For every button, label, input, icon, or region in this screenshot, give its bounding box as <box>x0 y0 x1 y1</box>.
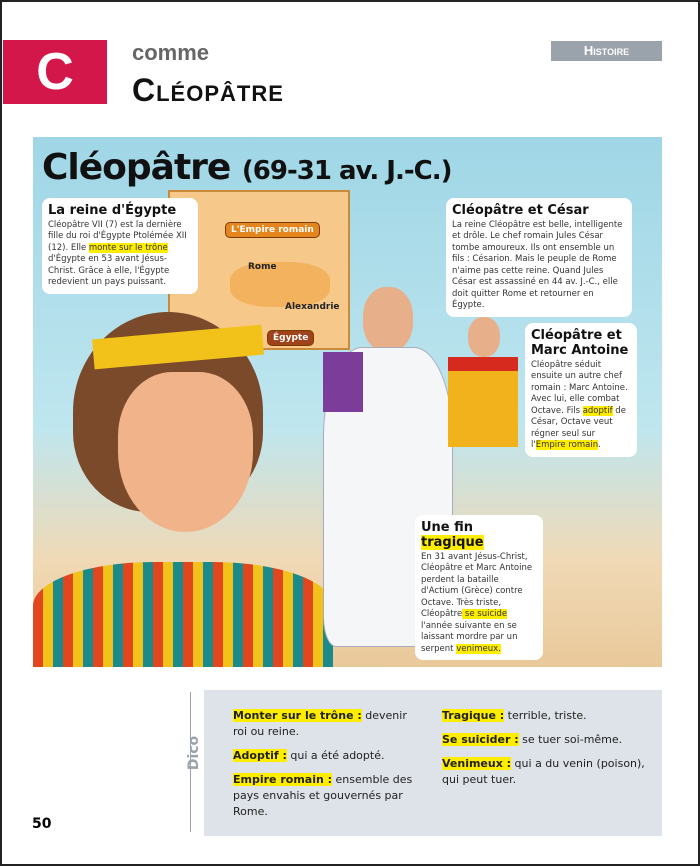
dico-entry <box>233 748 413 764</box>
definition: qui a été adopté. <box>286 748 385 762</box>
box-title: Cléopâtre et Marc Antoine <box>531 328 629 358</box>
term: Adoptif : <box>233 748 287 762</box>
marc-antoine-figure <box>443 317 523 487</box>
box-fin <box>415 515 543 660</box>
highlight: monte sur le trône <box>88 242 168 253</box>
box-title: La reine d'Égypte <box>48 203 177 218</box>
dico-column-right <box>442 708 652 796</box>
dico-box <box>204 690 662 836</box>
title-part: Une fin <box>421 520 474 535</box>
definition: terrible, triste. <box>504 709 587 722</box>
box-text: Cléopâtre VII (7) est la dernière fille du roi d'Égypte Ptolémée XII (12). Elle <box>48 220 187 253</box>
category-badge: Histoire <box>551 41 662 61</box>
dico-column-left <box>233 708 413 828</box>
term: Monter sur le trône : <box>233 709 362 722</box>
box-cesar <box>446 198 632 317</box>
dico-entry <box>442 708 652 724</box>
map-label-egypte: Égypte <box>267 330 314 346</box>
highlight: tragique <box>421 535 484 550</box>
page-number: 50 <box>32 816 52 832</box>
map-label-rome: Rome <box>248 262 277 272</box>
panel-title <box>42 147 451 188</box>
definition: qui a du venin (poison), qui peut tuer. <box>442 756 645 786</box>
definition: ensemble des pays envahis et gouvernés par Rome. <box>233 772 413 818</box>
cleopatra-figure <box>33 312 333 667</box>
box-title: Cléopâtre et César <box>452 203 589 218</box>
letter-badge: C <box>3 40 107 104</box>
box-text: La reine Cléopâtre est belle, intelligente et drôle. Le chef romain Jules César tombe amoureux. Ils ont ensemble un fils : Césarion. Mais le peuple de Rome n'aime pas cette reine. Quand Jules César est assassiné en 44 av. J.-C., elle doit quitter Rome et retourner en Égypte. <box>452 220 623 311</box>
comme-label: comme <box>132 40 210 65</box>
term: Venimeux : <box>442 756 512 770</box>
empire-area <box>230 262 330 307</box>
term: Empire romain : <box>233 772 333 786</box>
box-text: l'année suivante en se laissant mordre par un serpent <box>421 620 518 654</box>
term: Se suicider : <box>442 732 519 746</box>
illustration-panel <box>33 137 662 667</box>
highlight: Empire romain <box>535 440 599 451</box>
highlight: se suicide <box>462 609 508 620</box>
panel-title-dates: (69-31 av. J.-C.) <box>241 156 452 186</box>
box-text: Cléopâtre séduit ensuite un autre chef romain : Marc Antoine. Avec lui, elle combat Octave. Fils <box>531 360 628 416</box>
box-text: En 31 avant Jésus-Christ, Cléopâtre et Marc Antoine perdent la bataille d'Actium (Grèce) contre Octave. Très triste, Cléopâtre <box>421 552 533 620</box>
dico-entry <box>442 756 652 788</box>
dico-label: Dico <box>186 735 203 771</box>
highlight: venimeux. <box>456 643 501 654</box>
box-title <box>421 520 537 550</box>
page-title: Cléopâtre <box>132 72 284 108</box>
highlight: adoptif <box>582 405 613 416</box>
map-label-alexandrie: Alexandrie <box>285 302 340 312</box>
definition: se tuer soi-même. <box>518 732 623 746</box>
box-text: d'Égypte en 53 avant Jésus-Christ. Grâce à elle, l'Égypte redevient un pays puissant. <box>48 254 170 288</box>
box-text: . <box>598 440 601 451</box>
definition: devenir roi ou reine. <box>233 709 407 738</box>
dico-entry <box>233 772 413 820</box>
box-antoine <box>525 323 637 457</box>
box-reine <box>42 198 198 294</box>
box-text: de César, Octave veut régner seul sur l' <box>531 405 626 451</box>
dico-entry <box>233 708 413 740</box>
panel-title-name: Cléopâtre <box>42 147 231 188</box>
dico-entry <box>442 732 652 748</box>
term: Tragique : <box>442 709 505 722</box>
map-label-empire: L'Empire romain <box>225 222 320 238</box>
